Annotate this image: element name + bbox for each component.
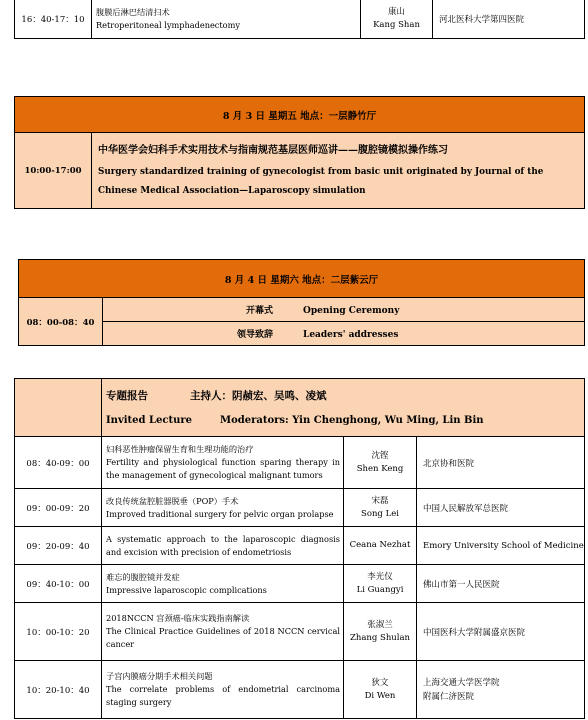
speaker	[344, 565, 417, 603]
aug4-schedule-table	[18, 259, 585, 346]
lecture-schedule-table	[14, 378, 585, 719]
speaker-cn: 宋磊	[371, 495, 389, 506]
session-time: 08：00-08：40	[19, 298, 103, 346]
session-topic	[102, 489, 344, 527]
aug3-schedule-table	[14, 96, 585, 209]
topic-en: Fertility and physiological function sparing therapy in the management of gynecological malignant tumors	[106, 457, 340, 480]
lecture-title-cn: 专题报告	[106, 389, 148, 402]
institution-line1: 上海交通大学医学院	[423, 677, 500, 688]
speaker-cn: 张淑兰	[367, 619, 393, 630]
institution: Emory University School of Medicine	[417, 527, 585, 565]
ceremony-cn: 开幕式	[245, 306, 273, 316]
table-row	[15, 489, 585, 527]
topic-en: The correlate problems of endometrial carcinoma staging surgery	[106, 684, 340, 707]
speaker	[344, 527, 417, 565]
session-topic	[102, 661, 344, 719]
institution: 中国人民解放军总医院	[417, 489, 585, 527]
speaker-en: Song Lei	[361, 508, 399, 519]
topic-cn: 中华医学会妇科手术实用技术与指南规范基层医师巡讲——腹腔镜模拟操作练习	[98, 145, 448, 156]
table-row	[15, 527, 585, 565]
topic-en: The Clinical Practice Guidelines of 2018 NCCN cervical cancer	[106, 626, 340, 649]
speaker	[344, 661, 417, 719]
table-row	[15, 0, 585, 39]
session-time: 10：00-10：20	[15, 603, 102, 661]
addresses-cn: 领导致辞	[236, 330, 273, 340]
speaker-cn: 沈铿	[371, 450, 389, 461]
institution: 佛山市第一人民医院	[417, 565, 585, 603]
speaker-en: Shen Keng	[356, 463, 404, 474]
topic-cn: 改良传统盆腔脏器脱垂（POP）手术	[106, 495, 239, 506]
session-topic	[102, 565, 344, 603]
ceremony-row	[103, 298, 585, 322]
table-row	[15, 661, 585, 719]
session-topic	[92, 133, 585, 209]
institution: 河北医科大学第四医院	[433, 0, 585, 39]
topic-en: Retroperitoneal lymphadenectomy	[96, 20, 241, 30]
lecture-title-en: Invited Lecture	[106, 414, 193, 426]
addresses-row	[103, 322, 585, 346]
lecture-header	[102, 379, 585, 437]
speaker-cn: 康山	[387, 7, 405, 17]
topic-en: Improved traditional surgery for pelvic organ prolapse	[106, 508, 334, 519]
session-time: 16：40-17：10	[15, 0, 92, 39]
session-topic	[92, 0, 361, 39]
speaker-cn: 李光仪	[367, 571, 393, 582]
session-time: 09：00-09：20	[15, 489, 102, 527]
table-row	[15, 603, 585, 661]
speaker-en: Li Guangyi	[356, 584, 404, 595]
lecture-host-en: Moderators: Yin Chenghong, Wu Ming, Lin Bin	[220, 414, 484, 426]
topic-cn: 子宫内膜癌分期手术相关问题	[106, 671, 213, 681]
speaker	[344, 489, 417, 527]
institution-line2: 附属仁济医院	[423, 691, 475, 702]
topic-en: Surgery standardized training of gynecologist from basic unit originated by Journal of the Chinese Medical Association—Laparoscopy simulation	[98, 167, 544, 196]
lecture-host-cn: 主持人：阴赪宏、吴鸣、凌斌	[190, 389, 327, 402]
topic-cn: 难忘的腹腔镜并发症	[106, 571, 180, 582]
session-topic	[102, 437, 344, 489]
speaker	[344, 603, 417, 661]
session-time: 09：40-10：00	[15, 565, 102, 603]
speaker	[344, 437, 417, 489]
day-header: 8 月 3 日 星期五 地点：一层静竹厅	[15, 97, 585, 133]
speaker-en: Zhang Shulan	[349, 632, 411, 643]
institution: 中国医科大学附属盛京医院	[417, 603, 585, 661]
institution	[417, 661, 585, 719]
day-header: 8 月 4 日 星期六 地点：二层紫云厅	[19, 260, 585, 298]
table-row	[15, 437, 585, 489]
table-row	[15, 565, 585, 603]
ceremony-en: Opening Ceremony	[303, 306, 400, 316]
speaker-en: Di Wen	[364, 690, 396, 701]
topic-cn: 妇科恶性肿瘤保留生育和生理功能的治疗	[106, 444, 254, 454]
topic-cn: 腹膜后淋巴结清扫术	[96, 7, 170, 17]
speaker	[361, 0, 433, 39]
speaker-en: Kang Shan	[373, 20, 420, 30]
session-time: 10：20-10：40	[15, 661, 102, 719]
speaker-en: Ceana Nezhat	[349, 540, 411, 550]
addresses-en: Leaders' addresses	[303, 330, 399, 340]
session-time: 10:00-17:00	[15, 133, 92, 209]
session-topic	[102, 527, 344, 565]
top-schedule-table	[14, 0, 585, 39]
topic-en: A systematic approach to the laparoscopic diagnosis and excision with precision of endometriosis	[106, 533, 340, 557]
session-time: 09：20-09：40	[15, 527, 102, 565]
topic-cn: 2018NCCN 宫颈癌-临床实践指南解读	[106, 613, 250, 623]
speaker-cn: 狄文	[371, 677, 389, 688]
institution: 北京协和医院	[417, 437, 585, 489]
session-time: 08：40-09：00	[15, 437, 102, 489]
session-topic	[102, 603, 344, 661]
topic-en: Impressive laparoscopic complications	[106, 584, 267, 595]
